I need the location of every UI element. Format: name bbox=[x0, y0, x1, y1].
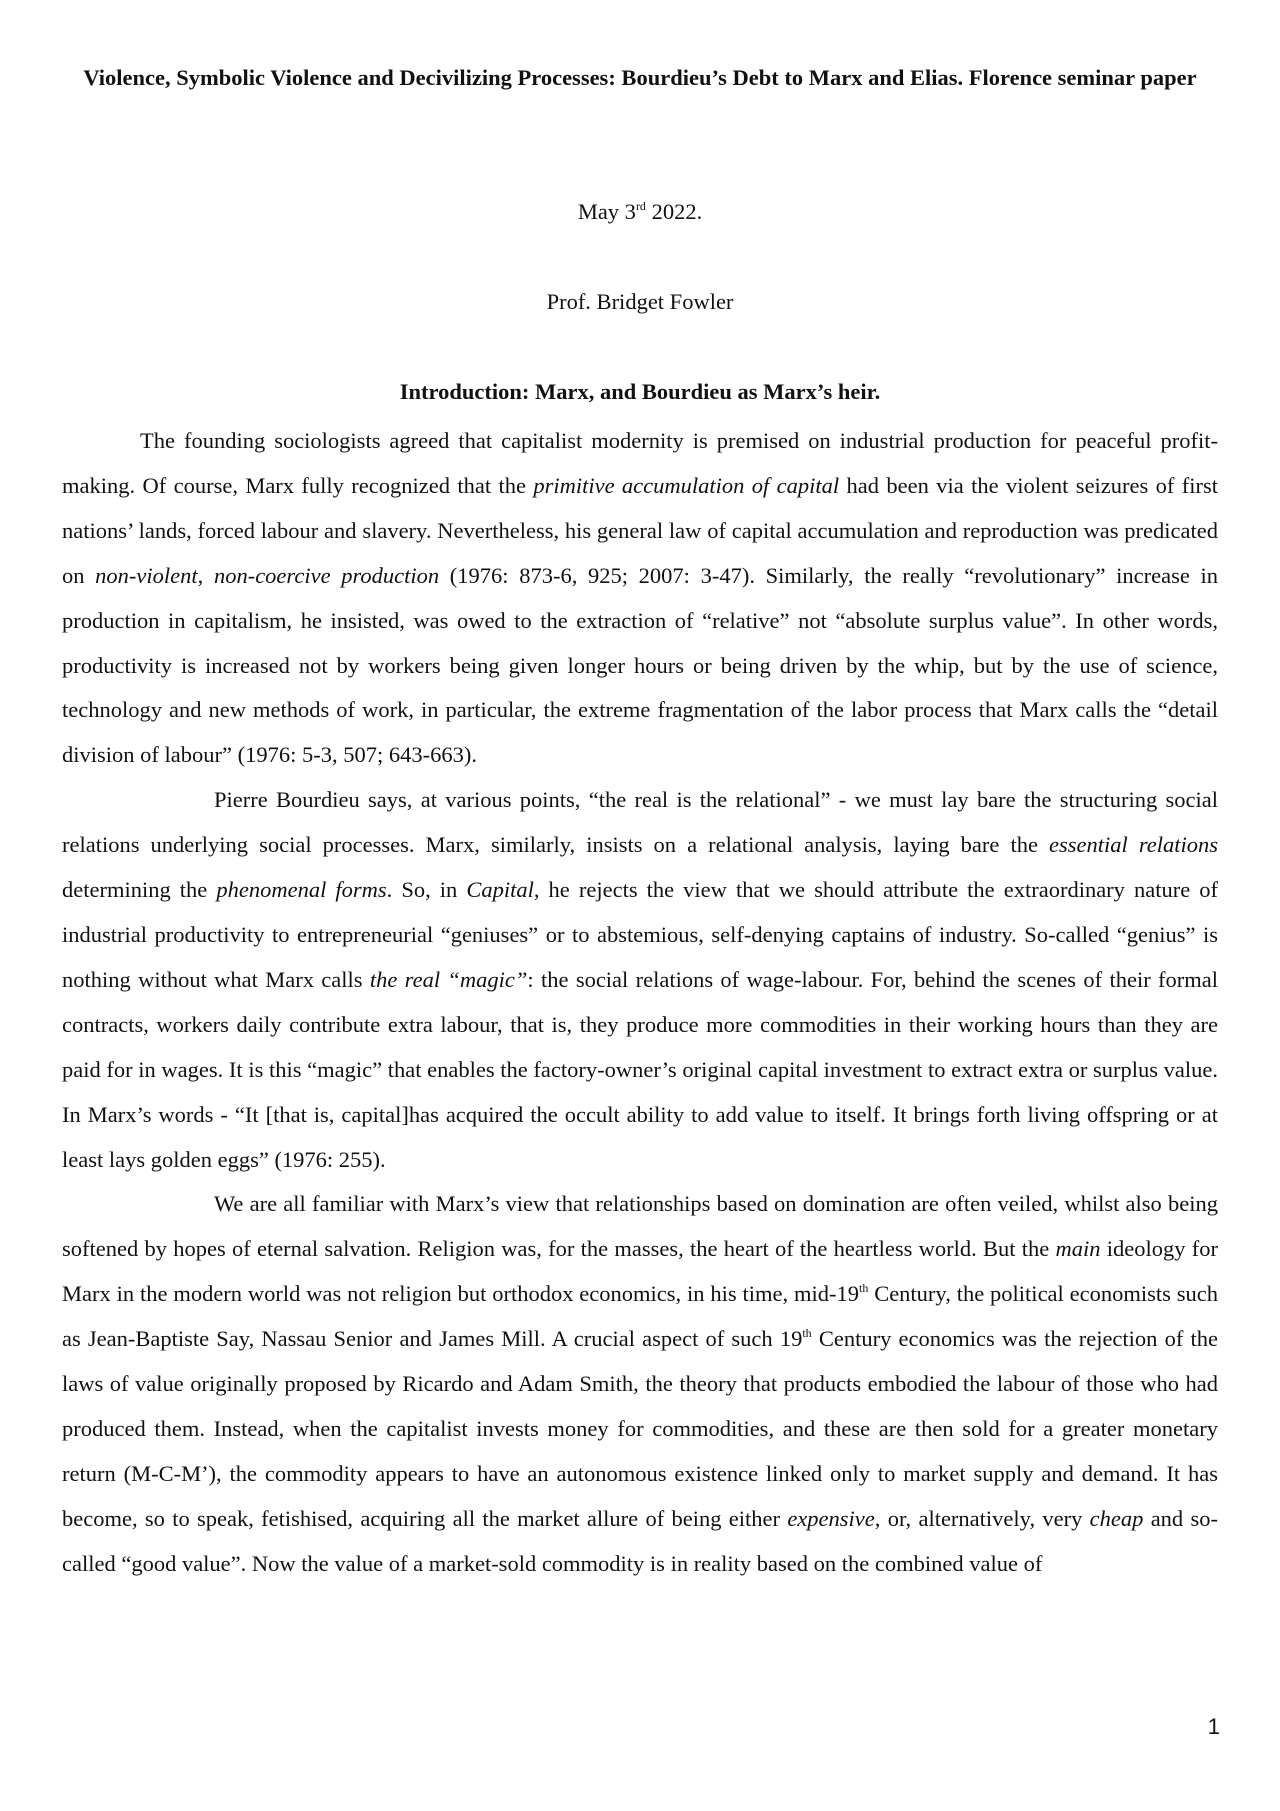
section-heading: Introduction: Marx, and Bourdieu as Marx’s heir. bbox=[399, 379, 881, 404]
p1-italic-3: non-coercive production bbox=[213, 562, 440, 588]
p1-text-4: (1976: 873-6, 925; 2007: 3-47). Similarly, the really “revolutionary” increase in production in capitalism, he insisted, was owed to the extraction of “relative” not “absolute surplus value”. In other words, productivity is increased not by workers being given longer hours or being driven by the whip, but by the use of science, technology and new methods of work, in particular, the extreme fragmentation of the labor process that Marx calls the “detail division of labour” (1976: 5-3, 507; 643-663). bbox=[62, 562, 1218, 768]
document-title: Violence, Symbolic Violence and Decivilizing Processes: Bourdieu’s Debt to Marx and Elias. Florence seminar paper bbox=[83, 65, 1197, 90]
date-year: 2022. bbox=[645, 199, 703, 224]
p2-italic-3: Capital bbox=[466, 877, 534, 903]
p1-text-1: The founding sociologists agreed that capitalist modernity is premised on industrial production for peaceful profit-making. Of course, Marx fully recognized that the bbox=[62, 428, 1218, 498]
p2-text-4: , he rejects the view that we should attribute the extraordinary nature of industrial productivity to entrepreneurial “geniuses” or to abstemious, self-denying captains of industry. So-called “genius” is nothing without what Marx calls bbox=[62, 877, 1219, 992]
p1-italic-2: non-violent bbox=[95, 562, 198, 588]
p3-italic-1: main bbox=[1055, 1236, 1101, 1262]
p2-text-3: . So, in bbox=[386, 877, 467, 903]
p3-italic-2: expensive bbox=[787, 1505, 875, 1531]
p2-italic-2: phenomenal forms bbox=[216, 877, 387, 903]
p2-text-2: determining the bbox=[62, 877, 217, 903]
p3-text-1: We are all familiar with Marx’s view that relationships based on domination are often veiled, whilst also being softened by hopes of eternal salvation. Religion was, for the masses, the heart of the heartless world. But the bbox=[62, 1191, 1218, 1262]
p3-text-3: Century, the political economists such as Jean-Baptiste Say, Nassau Senior and James Mill. A crucial aspect of such 19 bbox=[62, 1281, 1218, 1352]
p2-text-5: : the social relations of wage-labour. For, behind the scenes of their formal contracts, workers daily contribute extra labour, that is, they produce more commodities in their working hours than they are paid for in wages. It is this “magic” that enables the factory-owner’s original capital investment to extract extra or surplus value. In Marx’s words - “It [that is, capital]has acquired the occult ability to add value to itself. It brings forth living offspring or at least lays golden eggs” (1976: 255). bbox=[62, 966, 1218, 1172]
p1-text-3: , bbox=[197, 562, 214, 588]
p3-superscript-2: th bbox=[802, 1326, 812, 1341]
paragraph-2 bbox=[62, 778, 1218, 1182]
p3-italic-3: cheap bbox=[1089, 1505, 1144, 1531]
p2-italic-1: essential relations bbox=[1049, 832, 1218, 858]
p3-superscript-1: th bbox=[858, 1281, 869, 1296]
paragraph-3 bbox=[62, 1182, 1218, 1586]
document-body bbox=[62, 419, 1218, 1587]
page-number: 1 bbox=[1207, 1714, 1220, 1739]
paragraph-1 bbox=[62, 419, 1218, 778]
p1-text-2: had been via the violent seizures of first nations’ lands, forced labour and slavery. Nevertheless, his general law of capital accumulation and reproduction was predicated on bbox=[62, 472, 1219, 588]
date-text: May 3 bbox=[577, 199, 636, 224]
p2-text-1: Pierre Bourdieu says, at various points, “the real is the relational” - we must lay bare the structuring social relations underlying social processes. Marx, similarly, insists on a relational analysis, laying bare the bbox=[62, 787, 1218, 858]
p3-text-4: Century economics was the rejection of the laws of value originally proposed by Ricardo and Adam Smith, the theory that products embodied the labour of those who had produced them. Instead, when the capitalist invests money for commodities, and these are then sold for a greater monetary return (M-C-M’), the commodity appears to have an autonomous existence linked only to market supply and demand. It has become, so to speak, fetishised, acquiring all the market allure of being either bbox=[62, 1326, 1218, 1531]
p1-italic-1: primitive accumulation of capital bbox=[533, 472, 840, 498]
document-author: Prof. Bridget Fowler bbox=[546, 289, 734, 314]
p3-text-5: , or, alternatively, very bbox=[874, 1505, 1090, 1531]
date-ordinal-suffix: rd bbox=[635, 199, 646, 213]
p3-text-6: and so-called “good value”. Now the value of a market-sold commodity is in reality based on the combined value of bbox=[62, 1505, 1218, 1576]
p3-text-2: ideology for Marx in the modern world was not religion but orthodox economics, in his time, mid-19 bbox=[62, 1236, 1218, 1307]
p2-italic-4: the real “magic” bbox=[369, 966, 528, 992]
document-date bbox=[62, 197, 1218, 227]
